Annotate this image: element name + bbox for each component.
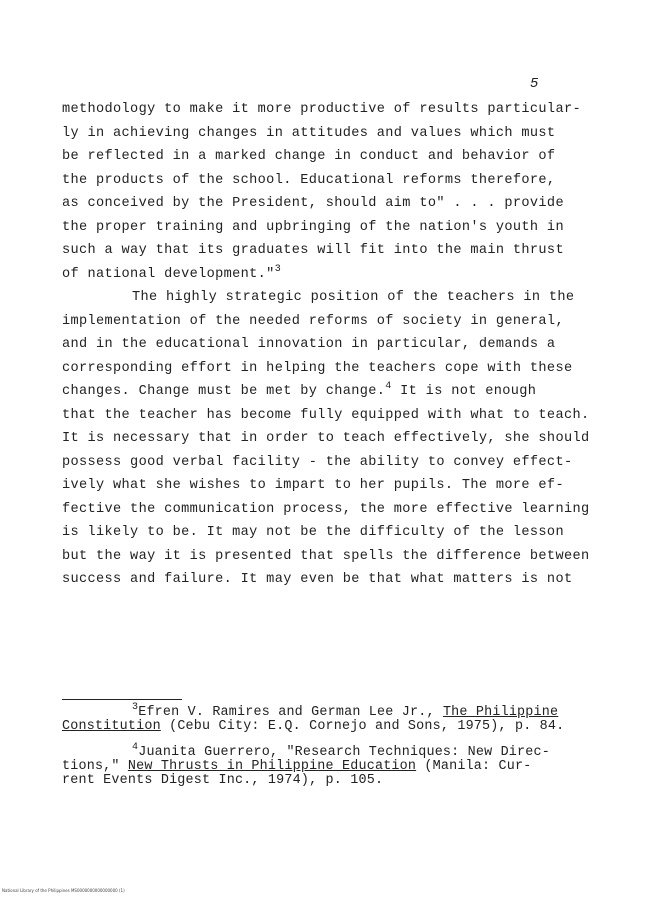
text-line: the proper training and upbringing of the nation's youth in: [62, 219, 564, 235]
text-line: ly in achieving changes in attitudes and values which must: [62, 125, 556, 141]
footnote-marker: 4: [132, 742, 139, 753]
text-line: as conceived by the President, should aim to" . . . provide: [62, 196, 564, 211]
text-line: [62, 380, 592, 404]
text-line: corresponding effort in helping the teachers cope with these: [62, 360, 573, 376]
paragraph-2: [62, 286, 592, 592]
footnote-4-line-3: rent Events Digest Inc., 1974), p. 105.: [62, 773, 384, 788]
paragraph-1: [62, 98, 592, 286]
text-line: methodology to make it more productive of results particular-: [62, 102, 581, 117]
text-line: It is necessary that in order to teach effectively, she should: [62, 431, 590, 446]
text-line: be reflected in a marked change in conduct and behavior of: [62, 149, 556, 164]
text-line: is likely to be. It may not be the difficulty of the lesson: [62, 525, 564, 540]
footnotes: [62, 702, 602, 788]
archive-stamp: National Library of the Philippines MS0000000000000000 (1): [2, 888, 125, 893]
footnote-3-line-2: [62, 720, 602, 734]
footnote-title: The Philippine: [442, 705, 559, 720]
footnote-text: (Manila: Cur-: [416, 759, 532, 774]
footnote-text: (Cebu City: E.Q. Cornejo and Sons, 1975), p. 84.: [160, 719, 565, 734]
text-line: that the teacher has become fully equipped with what to teach.: [62, 407, 590, 423]
footnote-title: New Thrusts in Philippine Education: [127, 759, 417, 774]
footnote-text: Juanita Guerrero, "Research Techniques: New Direc-: [138, 745, 550, 760]
footnote-4-line-1: [62, 742, 602, 760]
footnote-ref-4: 4: [385, 381, 392, 392]
text-line: The highly strategic position of the teachers in the: [132, 290, 575, 305]
footnote-ref-3: 3: [274, 263, 282, 275]
text-segment: It is not enough: [391, 384, 537, 399]
footnote-text: Efren V. Ramires and German Lee Jr.,: [138, 705, 443, 720]
text-line: such a way that its graduates will fit into the main thrust: [62, 243, 564, 258]
text-line: possess good verbal facility - the ability to convey effect-: [62, 454, 573, 470]
text-line: implementation of the needed reforms of society in general,: [62, 313, 564, 329]
footnote-title: Constitution: [62, 719, 161, 734]
text-line: success and failure. It may even be that what matters is not: [62, 572, 573, 587]
footnote-4-line-2: [62, 760, 602, 774]
footnote-marker: 3: [132, 702, 139, 713]
text-line: the products of the school. Educational reforms therefore,: [62, 172, 556, 188]
body-text: [62, 98, 592, 592]
page-number: 5: [530, 76, 539, 92]
footnote-3-line-1: [62, 702, 602, 720]
text-segment: of national development.": [62, 266, 275, 282]
text-line: ively what she wishes to impart to her pupils. The more ef-: [62, 478, 564, 493]
text-segment: changes. Change must be met by change.: [62, 384, 386, 399]
text-line: [62, 263, 592, 287]
text-line: fective the communication process, the more effective learning: [62, 501, 590, 517]
footnote-text: tions,": [62, 759, 128, 774]
footnote-divider: [62, 699, 182, 700]
text-line: but the way it is presented that spells the difference between: [62, 548, 590, 564]
text-line: and in the educational innovation in particular, demands a: [62, 337, 556, 352]
